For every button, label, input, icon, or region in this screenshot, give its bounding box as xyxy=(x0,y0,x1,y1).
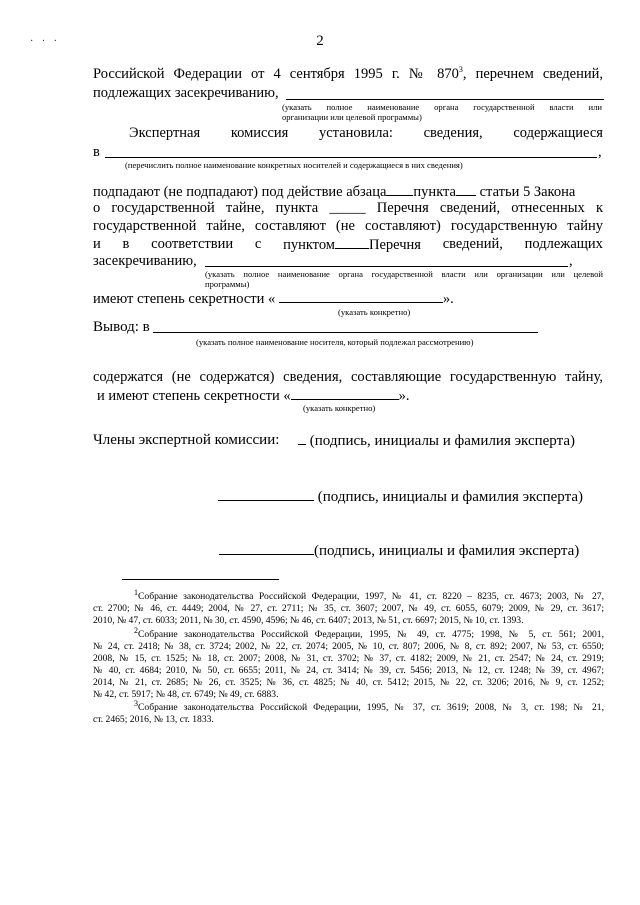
para3-line4: и в соответствии с пунктом Перечня сведений, подлежащих xyxy=(93,236,603,253)
signature-3: (подпись, инициалы и фамилия эксперта) xyxy=(219,542,579,560)
scan-specks: · · · xyxy=(30,36,60,47)
members-label: Члены экспертной комиссии: xyxy=(93,432,280,448)
secrecy1-line: имеют степень секретности « ». xyxy=(93,291,454,307)
para1-caption2: организации или целевой программы) xyxy=(282,112,422,122)
para2-comma: , xyxy=(598,144,602,160)
para2-caption: (перечислить полное наименование конкретных носителей и содержащиеся в них сведения) xyxy=(125,160,463,170)
fill-line-carriers[interactable] xyxy=(105,157,597,158)
para3-line2: о государственной тайне, пункта _____ Перечня сведений, отнесенных к xyxy=(93,200,603,216)
footnote-2-line4: № 40, ст. 4684; 2010, № 50, ст. 6655; 2011, № 24, ст. 3414; № 39, ст. 5456; 2013, № 12, ст. 1248; № 39, ст. 4967; xyxy=(93,665,604,676)
para3-comma: , xyxy=(569,253,573,269)
fill-line-carrier-name[interactable] xyxy=(153,332,538,333)
para2-v: в xyxy=(93,144,100,160)
conclusion-caption: (указать полное наименование носителя, который подлежал рассмотрению) xyxy=(196,337,474,347)
fill-line-signature-3[interactable] xyxy=(219,542,314,555)
para3-line1: подпадают (не подпадают) под действие абзаца пункта статьи 5 Закона xyxy=(93,184,576,200)
fill-line-perechen-punkt[interactable] xyxy=(335,236,369,249)
result-caption: (указать конкретно) xyxy=(303,403,376,413)
footnote-1-line3: 2010, № 47, ст. 6033; 2011, № 30, ст. 4590, 4596; № 46, ст. 6407; 2013, № 51, ст. 6697; 2015, № 10, ст. 1393. xyxy=(93,615,524,626)
secrecy1-caption: (указать конкретно) xyxy=(338,307,411,317)
fill-line-punkt[interactable] xyxy=(456,183,476,196)
fill-line-secrecy-2[interactable] xyxy=(291,387,399,400)
para1-line2: подлежащих засекречиванию, xyxy=(93,85,279,101)
signature-2: (подпись, инициалы и фамилия эксперта) xyxy=(218,488,583,506)
para3-caption2: программы) xyxy=(205,279,250,289)
footnote-2-line3: 2008, № 15, ст. 1525; № 18, ст. 2007; 2008, № 31, ст. 3702; № 37, ст. 4182; 2009, № 21, ст. 2547; № 24, ст. 2919; xyxy=(93,653,604,664)
result-line1: содержатся (не содержатся) сведения, составляющие государственную тайну, xyxy=(93,369,603,385)
footnote-separator xyxy=(122,579,279,580)
fill-line-authority-2[interactable] xyxy=(205,266,568,267)
fill-line-secrecy-1[interactable] xyxy=(279,290,443,303)
fill-line-signature-2[interactable] xyxy=(218,488,314,501)
para2-line1: Экспертная комиссия установила: сведения, содержащиеся xyxy=(129,125,603,141)
footnote-2-line1: $^2$Собрание законодательства Российской Федерации, 1995, № 49, ст. 4775; 1998, № 5, ст. 561; 2001, xyxy=(134,625,604,640)
footnote-2-line2: № 24, ст. 2418; № 38, ст. 3724; 2002, № 22, ст. 2074; 2005, № 10, ст. 807; 2006, № 8, ст. 892; 2007, № 53, ст. 6550; xyxy=(93,641,604,652)
para1-caption1: (указать полное наименование органа государственной власти или xyxy=(282,102,602,112)
footnote-ref-3: 3 xyxy=(458,65,463,75)
footnote-3-line2: ст. 2465; 2016, № 13, ст. 1833. xyxy=(93,714,214,725)
para3-line3: государственной тайне, составляют (не составляют) государственную тайну xyxy=(93,218,603,234)
para3-line5: засекречиванию, xyxy=(93,253,197,269)
para3-caption1: (указать полное наименование органа государственной власти или организации или целевой xyxy=(205,269,603,279)
fill-line-abzac[interactable] xyxy=(386,183,413,196)
para1-line1: Российской Федерации от 4 сентября 1995 г. № $870^3$, перечнем сведений, xyxy=(93,65,604,82)
result-line2: и имеют степень секретности « ». xyxy=(97,388,410,404)
fill-line-signature-1[interactable] xyxy=(298,432,306,445)
footnote-2-line5: 2014, № 21, ст. 2685; № 26, ст. 3525; № 36, ст. 4825; № 40, ст. 5412; 2015, № 22, ст. 3206; 2016, № 9, ст. 1252; xyxy=(93,677,604,688)
footnote-1-line2: ст. 2700; № 46, ст. 4449; 2004, № 27, ст. 2711; № 35, ст. 3607; 2007, № 49, ст. 6055, 6079; 2009, № 29, ст. 3617; xyxy=(93,603,604,614)
signature-1: (подпись, инициалы и фамилия эксперта) xyxy=(298,432,575,450)
conclusion-label: Вывод: в xyxy=(93,319,150,335)
page-number: 2 xyxy=(316,33,324,49)
footnote-3-line1: $^3$Собрание законодательства Российской Федерации, 1995, № 37, ст. 3619; 2008, № 3, ст. 198; № 21, xyxy=(134,698,604,713)
footnote-1-line1: $^1$Собрание законодательства Российской Федерации, 1997, № 41, ст. 8220 – 8235, ст. 4673; 2003, № 27, xyxy=(134,587,604,602)
footnote-2-line6: № 42, ст. 5917; № 48, ст. 6749; № 49, ст. 6883. xyxy=(93,689,279,700)
fill-line-authority-1[interactable] xyxy=(286,99,604,100)
